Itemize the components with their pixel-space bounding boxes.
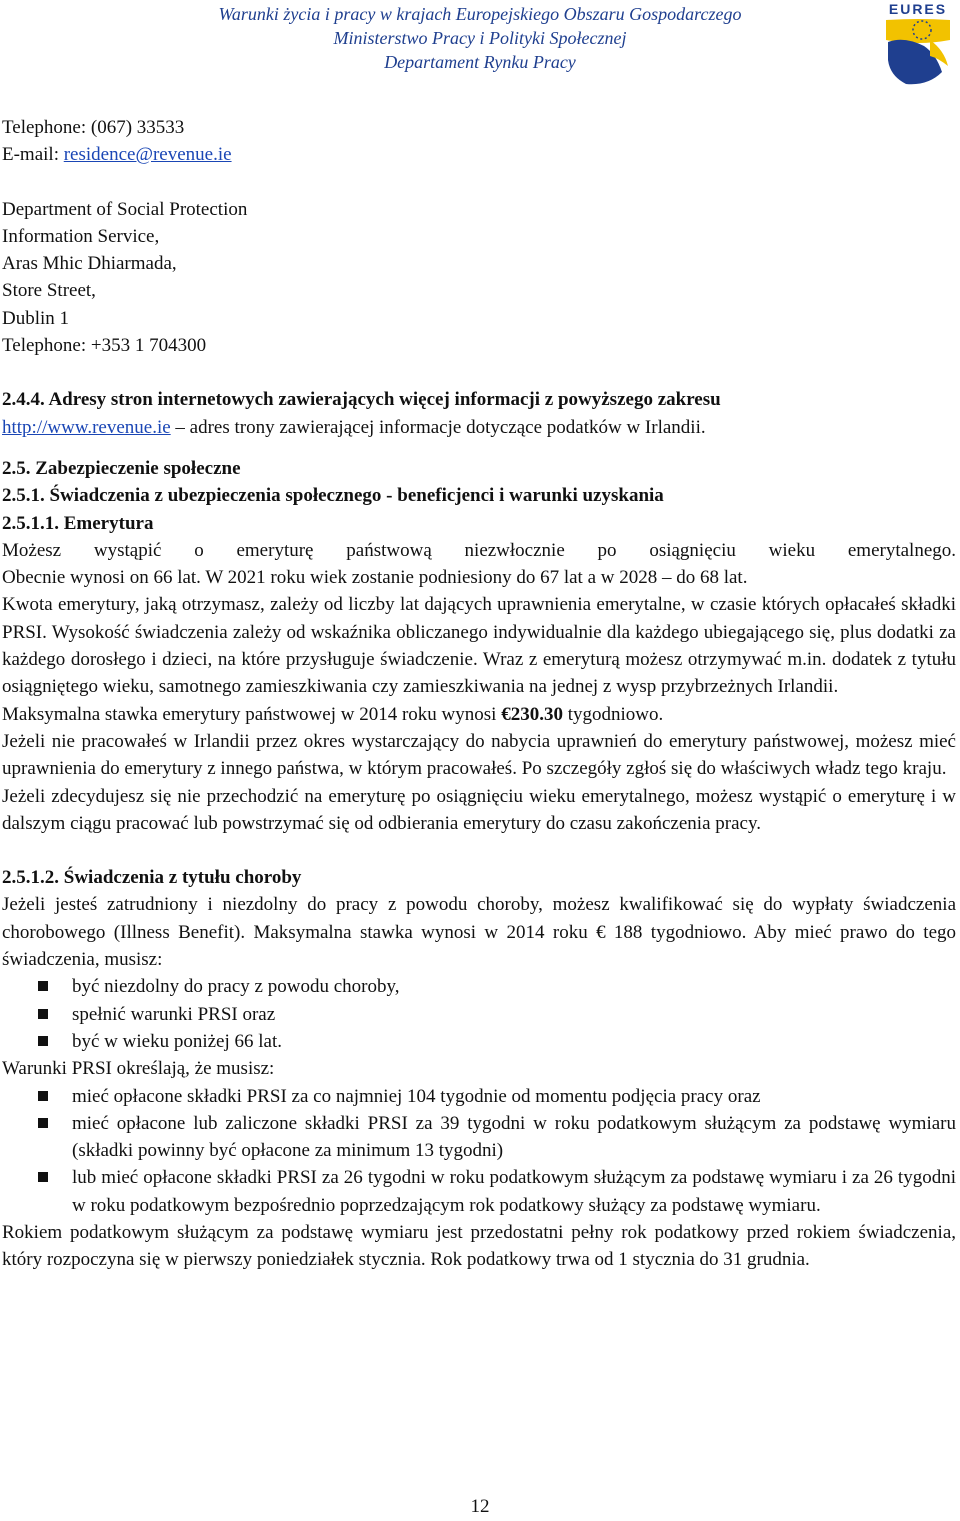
section-heading-2-4-4: 2.4.4. Adresy stron internetowych zawierających więcej informacji z powyższego zakresu [2,389,721,411]
address-line: Dublin 1 [2,307,70,329]
revenue-link-line [2,414,956,441]
list-item-text: mieć opłacone lub zaliczone składki PRSI za 39 tygodni w roku podatkowym służącym za podstawę wymiaru (składki powinny być opłacone za minimum 13 tygodni) [72,1112,956,1162]
pension-paragraph-6: Jeżeli zdecydujesz się nie przechodzić na emeryturę po osiągnięciu wieku emerytalnego, możesz wystąpić o emeryturę i w dalszym ciągu pracować lub powstrzymać się od odbierania emerytury do czasu zakończenia pracy. [2,785,956,834]
list-item-text: spełnić warunki PRSI oraz [72,1003,276,1025]
pension-paragraph-3: Kwota emerytury, jaką otrzymasz, zależy od liczby lat dających uprawnienia emerytalne, w czasie których opłacałeś składki PRSI. Wysokość świadczenia zależy od wskaźnika obliczanego indywidualnie dla każdego ubiegającego się, plus dodatki za każdego dorosłego i dzieci, na które przysługuje świadczenie. Wraz z emeryturą możesz otrzymywać m.in. dodatek z tytułu osiągniętego wieku, samotnego zamieszkiwania czy zamieszkiwania na jednej z wysp przybrzeżnych Irlandii. [2,594,956,698]
list-item [2,1083,956,1110]
square-bullet-icon [38,1036,48,1046]
email-prefix: E-mail: [2,144,64,166]
eures-logo [878,0,958,90]
list-item-text: być niezdolny do pracy z powodu choroby, [72,976,400,998]
square-bullet-icon [38,1118,48,1128]
square-bullet-icon [38,1172,48,1182]
address-line: Information Service, [2,225,160,247]
pension-paragraph-1: Możesz wystąpić o emeryturę państwową niezwłocznie po osiągnięciu wieku emerytalnego. [2,539,956,561]
pension-paragraph-5: Jeżeli nie pracowałeś w Irlandii przez okres wystarczający do nabycia uprawnień do emerytury państwowej, możesz mieć uprawnienia do emerytury z innego państwa, w którym pracowałeś. Po szczegóły zgłoś się do właściwych władz tego kraju. [2,730,956,780]
header-line-1: Warunki życia i pracy w krajach Europejskiego Obszaru Gospodarczego [218,4,742,24]
address-line: Aras Mhic Dhiarmada, [2,253,177,275]
header-line-3: Departament Rynku Pracy [384,52,576,72]
address-line: Store Street, [2,280,96,302]
revenue-website-link[interactable]: http://www.revenue.ie [2,416,171,438]
prsi-conditions-list [2,1083,956,1219]
list-item [2,1001,956,1028]
square-bullet-icon [38,1091,48,1101]
contact-telephone: Telephone: (067) 33533 [2,117,185,138]
list-item [2,1110,956,1165]
address-line: Department of Social Protection [2,198,248,220]
pension-paragraph-2: Obecnie wynosi on 66 lat. W 2021 roku wiek zostanie podniesiony do 67 lat a w 2028 – do 68 lat. [2,567,748,589]
header-text [140,2,820,74]
pension-rate-text: Maksymalna stawka emerytury państwowej w 2014 roku wynosi [2,703,502,725]
revenue-link-description: – adres trony zawierającej informacje dotyczące podatków w Irlandii. [170,416,706,438]
pension-rate-amount: €230.30 [501,703,563,725]
page-header [0,0,960,80]
contact-block-revenue [2,114,956,169]
section-heading-2-5: 2.5. Zabezpieczenie społeczne [2,457,241,479]
list-item [2,973,956,1000]
illness-paragraph-3: Rokiem podatkowym służącym za podstawę wymiaru jest przedostatni pełny rok podatkowy przed rokiem świadczenia, który rozpoczyna się w pierwszy poniedziałek stycznia. Rok podatkowy trwa od 1 stycznia do 31 grudnia. [2,1221,956,1271]
list-item [2,1164,956,1219]
list-item-text: lub mieć opłacone składki PRSI za 26 tygodni w roku podatkowym służącym za podstawę wymiaru i za 26 tygodni w roku podatkowym bezpośrednio poprzedzającym rok podatkowy służący za podstawę wymiaru. [72,1167,956,1216]
contact-block-social-protection [2,196,956,360]
illness-paragraph-2: Warunki PRSI określają, że musisz: [2,1058,275,1080]
square-bullet-icon [38,1009,48,1019]
logo-text: EURES [888,1,948,17]
section-heading-2-5-1-2: 2.5.1.2. Świadczenia z tytułu choroby [2,867,302,889]
pension-paragraph-4 [2,701,956,728]
list-item [2,1028,956,1055]
section-heading-2-5-1: 2.5.1. Świadczenia z ubezpieczenia społecznego - beneficjenci i warunki uzyskania [2,485,664,507]
page-number: 12 [470,1496,490,1517]
address-line: Telephone: +353 1 704300 [2,335,207,357]
square-bullet-icon [38,981,48,991]
list-item-text: mieć opłacone składki PRSI za co najmniej 104 tygodnie od momentu podjęcia pracy oraz [72,1085,761,1107]
illness-requirements-list [2,973,956,1055]
list-item-text: być w wieku poniżej 66 lat. [72,1030,283,1052]
pension-rate-suffix: tygodniowo. [562,703,664,725]
section-heading-2-5-1-1: 2.5.1.1. Emerytura [2,512,154,534]
header-line-2: Ministerstwo Pracy i Polityki Społecznej [333,28,627,48]
email-link[interactable]: residence@revenue.ie [63,144,232,166]
illness-paragraph-1: Jeżeli jesteś zatrudniony i niezdolny do pracy z powodu choroby, możesz kwalifikować się do wypłaty świadczenia chorobowego (Illness Benefit). Maksymalna stawka wynosi w 2014 roku € 188 tygodniowo. Aby mieć prawo do tego świadczenia, musisz: [2,894,956,971]
contact-email-line [2,141,956,168]
document-body [2,114,956,1274]
